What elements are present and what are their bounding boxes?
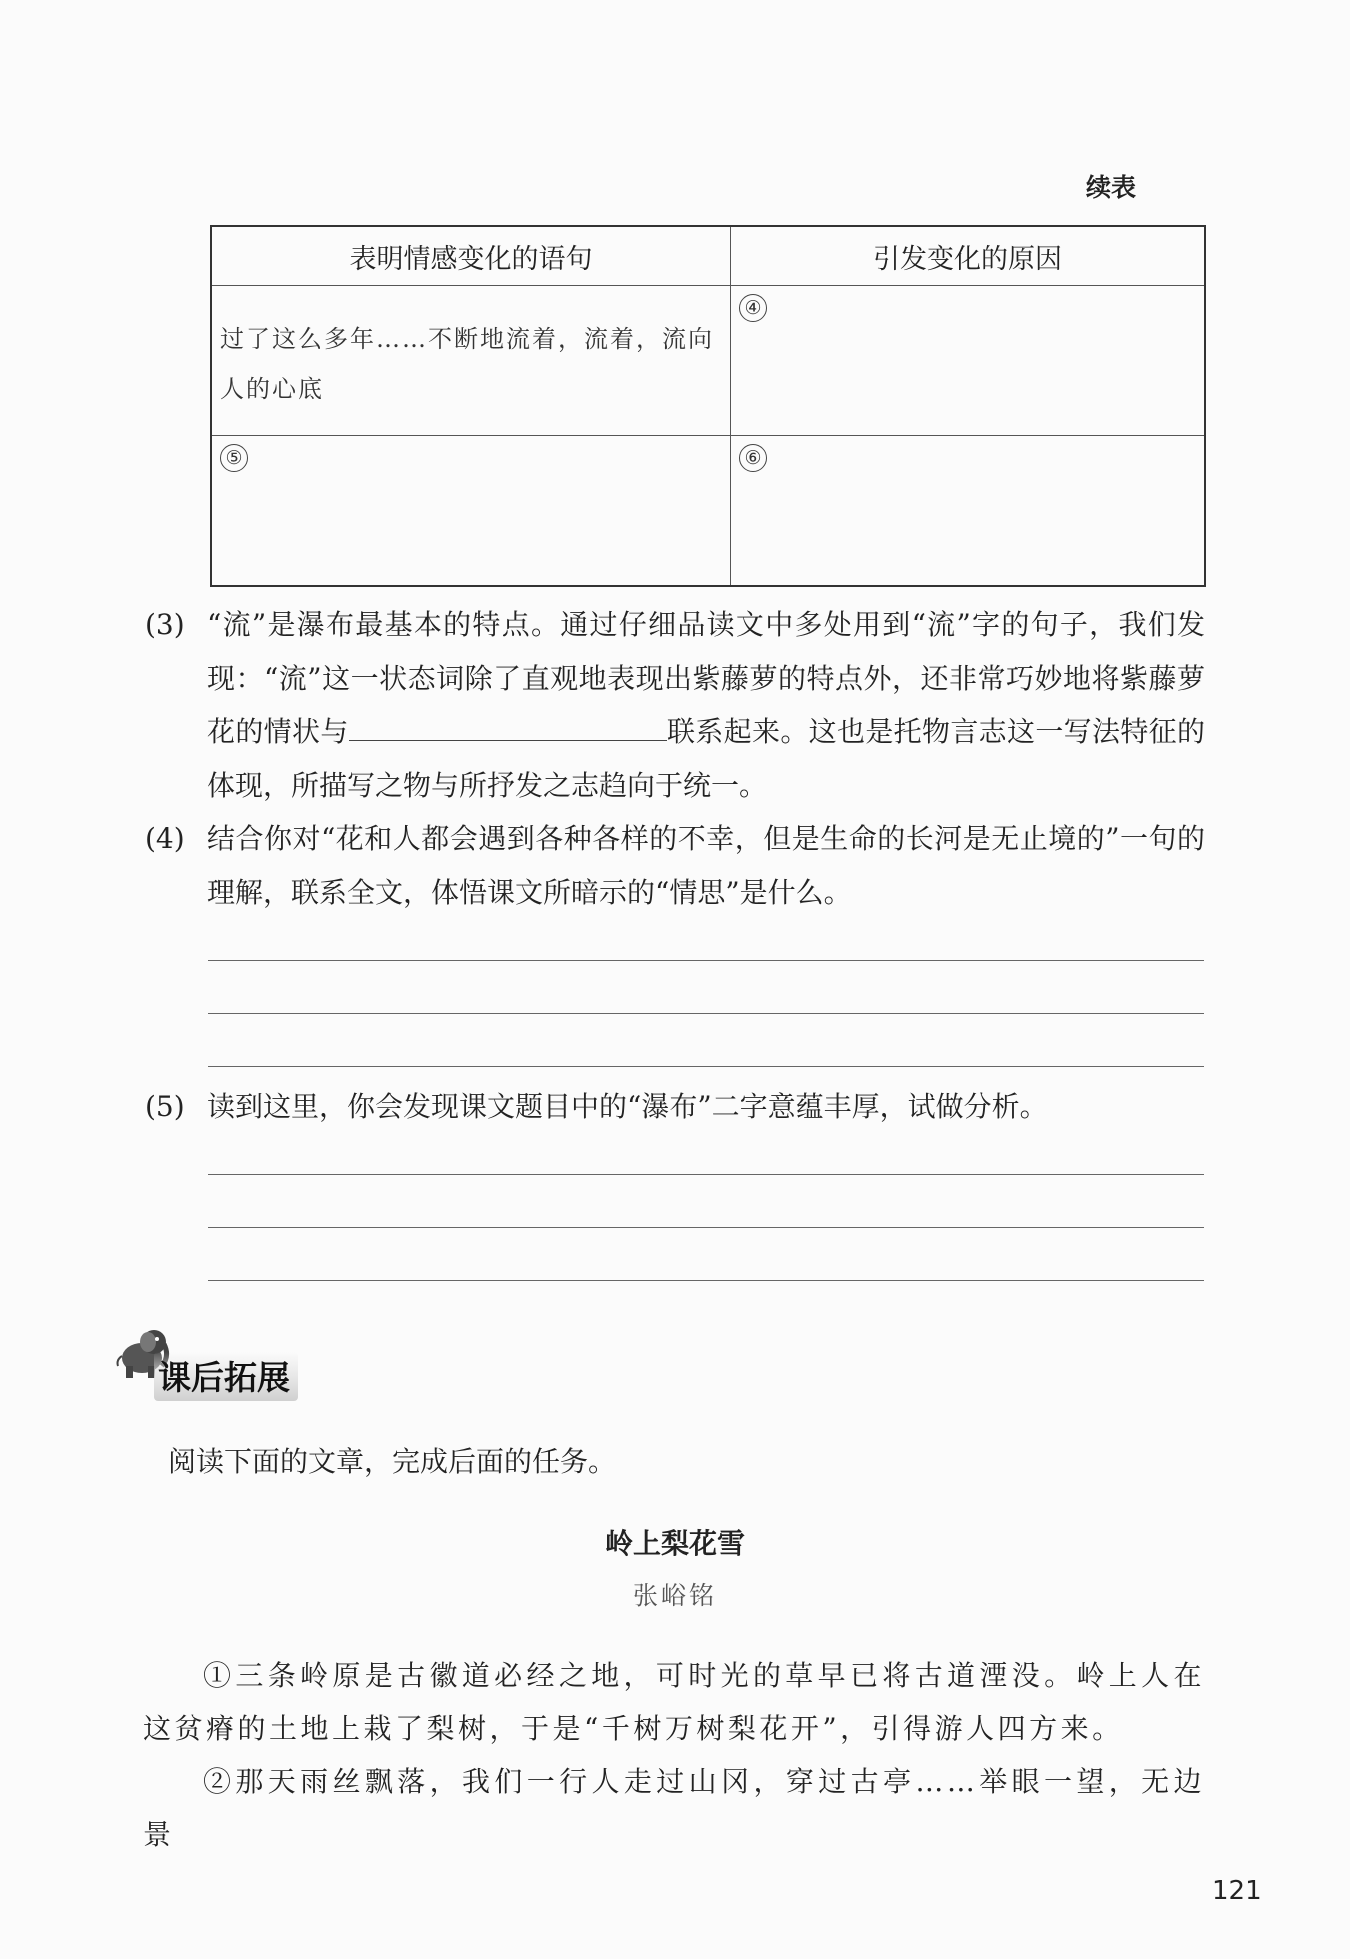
blank-marker-6: ⑥ xyxy=(739,444,767,472)
table-header-sentences: 表明情感变化的语句 xyxy=(211,226,731,286)
question-text-part: 联系起来。这也是托物言志这一写法特征的体现，所描写之物与所抒发之志趋向于统一。 xyxy=(207,715,1205,802)
table-cell-reason-1[interactable] xyxy=(731,286,1206,436)
answer-line[interactable] xyxy=(208,1280,1204,1281)
table-cell-reason-2[interactable] xyxy=(731,436,1206,586)
reading-instruction: 阅读下面的文章，完成后面的任务。 xyxy=(168,1445,617,1478)
question-3 xyxy=(145,598,1205,812)
question-text: 读到这里，你会发现课文题目中的“瀑布”二字意蕴丰厚，试做分析。 xyxy=(207,1090,1048,1123)
essay-title: 岭上梨花雪 xyxy=(604,1527,745,1560)
section-header xyxy=(110,1320,330,1400)
continued-table-label: 续表 xyxy=(1086,173,1137,202)
question-5 xyxy=(145,1080,1205,1134)
answer-line[interactable] xyxy=(208,1227,1204,1228)
question-number: (5) xyxy=(145,1090,185,1123)
question-text xyxy=(207,598,1205,812)
table-cell-sentence-1 xyxy=(211,286,731,436)
essay-paragraph-2: ②那天雨丝飘落，我们一行人走过山冈，穿过古亭……举眼一望，无边景 xyxy=(143,1765,1205,1851)
essay-author: 张峪铭 xyxy=(632,1581,717,1610)
blank-marker-4: ④ xyxy=(739,294,767,322)
fill-in-blank[interactable] xyxy=(349,710,667,741)
handwritten-answer: 过了这么多年……不断地流着，流着，流向人的心底 xyxy=(220,325,714,403)
section-title: 课后拓展 xyxy=(154,1352,298,1401)
table-header-reasons: 引发变化的原因 xyxy=(731,226,1206,286)
answer-line[interactable] xyxy=(208,960,1204,961)
question-4 xyxy=(145,812,1205,919)
question-number: (3) xyxy=(145,608,185,641)
emotion-change-table xyxy=(210,225,1206,587)
page-number: 121 xyxy=(1212,1876,1262,1906)
question-text: 结合你对“花和人都会遇到各种各样的不幸，但是生命的长河是无止境的”一句的理解，联系全文，体悟课文所暗示的“情思”是什么。 xyxy=(207,822,1205,909)
table-cell-sentence-2[interactable] xyxy=(211,436,731,586)
blank-marker-5: ⑤ xyxy=(220,444,248,472)
answer-line[interactable] xyxy=(208,1066,1204,1067)
essay-paragraph-1: ①三条岭原是古徽道必经之地，可时光的草早已将古道湮没。岭上人在这贫瘠的土地上栽了梨树，于是“千树万树梨花开”，引得游人四方来。 xyxy=(143,1659,1205,1745)
question-text-part: “流”是瀑布最基本的特点。通过仔细品读文中多处用到“流”字的句子，我们发现：“流”这一状态词除了直观地表现出紫藤萝的特点外，还非常巧妙地将紫藤萝花的情状与 xyxy=(207,608,1205,748)
answer-line[interactable] xyxy=(208,1174,1204,1175)
answer-line[interactable] xyxy=(208,1013,1204,1014)
question-number: (4) xyxy=(145,822,185,855)
